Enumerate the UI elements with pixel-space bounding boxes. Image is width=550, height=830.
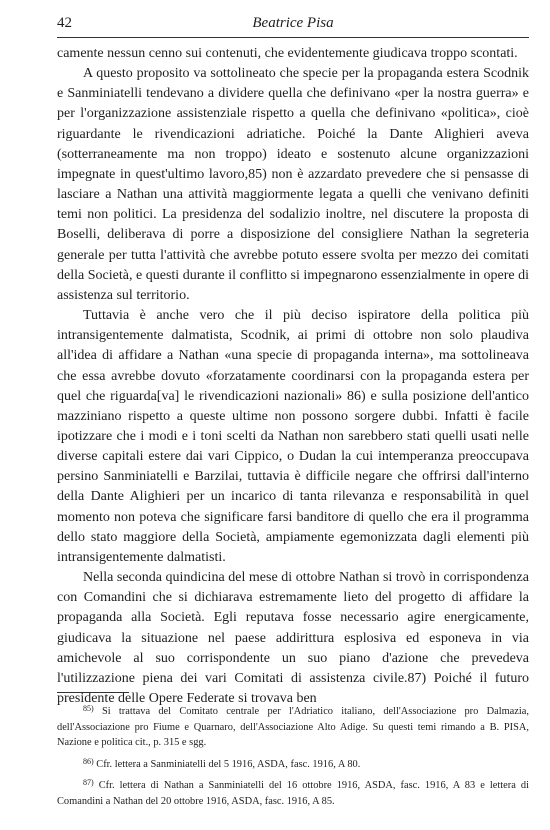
footnote-rule <box>57 692 129 693</box>
paragraph: camente nessun cenno sui contenuti, che evidentemente giudicava troppo scontati. <box>57 46 518 61</box>
paragraph: A questo proposito va sottolineato che specie per la propaganda estera Scodnik e Sanminiatelli tendevano a dividere quella che definivano «per la nostra guerra» e per l'organizzazione assistenziale rispetto a quella che definivano «politica», cioè riguardante le rivendicazioni adriatiche. Poiché la Dante Alighieri aveva (sotterraneamente ma non troppo) ideato e sostenuto alcune organizzazioni impegnate in quest'ultimo lavoro,85) non è azzardato prevedere che si pensasse di lasciare a Nathan una attività maggiormente legata a quelli che venivano definiti temi non politici. La presidenza del sodalizio inoltre, nel discutere la proposta di Boselli, deliberava di porre a disposizione del consigliere Nathan la segreteria generale per tutta l'attività che avrebbe potuto essere svolta per mezzo dei comitati della Società, e questi durante il conflitto si impegnarono essenzialmente in opere di assistenza sul territorio. <box>57 66 529 303</box>
footnote-text: Si trattava del Comitato centrale per l'Adriatico italiano, dell'Associazione pro Dalmazia, dell'Associazione pro Fiume e Quarnaro, dell'Associazione Alto Adige. Su questi temi rimando a B. PISA, Nazione e politica cit., p. 315 e sgg. <box>57 706 530 749</box>
body-text <box>57 44 529 709</box>
running-head: Beatrice Pisa <box>252 15 334 31</box>
footnote <box>57 775 529 809</box>
footnote <box>57 701 529 751</box>
footnote-number: 85) <box>83 704 94 713</box>
footnote-number: 87) <box>83 778 94 788</box>
footnotes <box>57 701 529 813</box>
paragraph: Nella seconda quindicina del mese di ottobre Nathan si trovò in corrispondenza con Comandini che si dichiarava estremamente lieto del progetto di affidare la propaganda alla Società. Egli reputava fosse necessario agire energicamente, giudicava la situazione nel paese addirittura esplosiva ed esponeva in via amichevole al suo corrispondente un suo piano d'azione che prevedeva l'utilizzazione piena dei vari Comitati di assistenza civile.87) Poiché il futuro presidente delle Opere Federate si trovava ben <box>57 570 529 706</box>
page-header <box>57 11 529 38</box>
footnote-text: Cfr. lettera a Sanminiatelli del 5 1916, ASDA, fasc. 1916, A 80. <box>96 758 361 770</box>
paragraph: Tuttavia è anche vero che il più deciso ispiratore della politica più intransigentemente dalmatista, Scodnik, ai primi di ottobre non solo plaudiva all'idea di affidare a Nathan «una specie di propaganda interna», ma sottolineava che essa avrebbe dovuto «forzatamente coordinarsi con la propaganda estera per quel che riguarda[va] le rivendicazioni nazionali» 86) e sulla posizione dell'antico mazziniano rispetto a queste ultime non possono sorgere dubbi. Infatti è facile ipotizzare che i modi e i toni scelti da Nathan non sarebbero stati quelli usati nelle diverse capitali estere dai vari Cippico, o Dudan la cui intemperanza preoccupava persino Sanminiatelli e Barzilai, tuttavia è difficile negare che offrirsi dall'interno della Dante Alighieri per un incarico di tanta rilevanza e responsabilità in quel momento non poteva che significare farsi banditore di quello che era il programma dello stato maggiore della Società, ampiamente egemonizzata dagli elementi più intransigentemente dalmatisti. <box>57 308 529 565</box>
footnote <box>57 754 529 773</box>
footnote-number: 86) <box>83 756 94 766</box>
footnote-text: Cfr. lettera di Nathan a Sanminiatelli del 16 ottobre 1916, ASDA, fasc. 1916, A 83 e lettera di Comandini a Nathan del 20 ottobre 1916, ASDA, fasc. 1916, A 85. <box>57 780 529 807</box>
page-number: 42 <box>57 15 72 31</box>
